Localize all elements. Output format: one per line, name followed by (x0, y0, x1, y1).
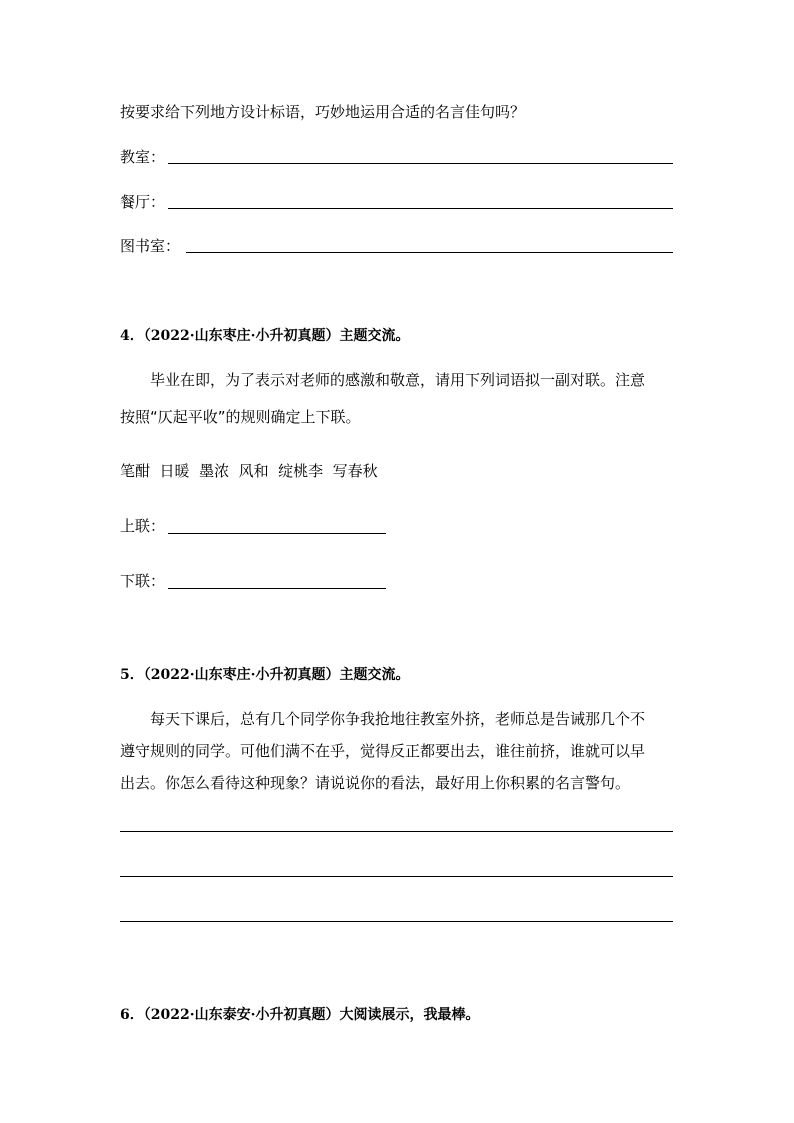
lower-couplet-label: 下联： (120, 572, 166, 590)
q4-paragraph-line2: 按照“仄起平收”的规则确定上下联。 (120, 408, 361, 426)
classroom-answer-line[interactable] (168, 163, 673, 164)
canteen-answer-line[interactable] (168, 208, 673, 209)
q5-paragraph-line1: 每天下课后，总有几个同学你争我抢地往教室外挤，老师总是告诫那几个不 (150, 710, 646, 728)
library-label: 图书室： (120, 237, 181, 255)
q4-paragraph-line1: 毕业在即，为了表示对老师的感激和敬意，请用下列词语拟一副对联。注意 (150, 371, 646, 389)
intro-prompt: 按要求给下列地方设计标语，巧妙地运用合适的名言佳句吗？ (120, 103, 526, 121)
canteen-label: 餐厅： (120, 193, 166, 211)
q5-answer-line-1[interactable] (120, 831, 673, 832)
q5-paragraph-line3: 出去。你怎么看待这种现象？请说说你的看法，最好用上你积累的名言警句。 (120, 774, 631, 792)
classroom-label: 教室： (120, 148, 166, 166)
q5-paragraph-line2: 遵守规则的同学。可他们满不在乎，觉得反正都要出去，谁往前挤，谁就可以早 (120, 742, 646, 760)
upper-couplet-label: 上联： (120, 517, 166, 535)
q4-heading: 4．（2022·山东枣庄·小升初真题）主题交流。 (120, 328, 410, 344)
q5-heading: 5．（2022·山东枣庄·小升初真题）主题交流。 (120, 667, 410, 683)
q5-answer-line-3[interactable] (120, 921, 673, 922)
q6-heading: 6．（2022·山东泰安·小升初真题）大阅读展示，我最棒。 (120, 1007, 480, 1023)
q5-answer-line-2[interactable] (120, 876, 673, 877)
library-answer-line[interactable] (186, 252, 673, 253)
upper-couplet-answer-line[interactable] (168, 533, 386, 534)
q4-word-list: 笔酣 日暖 墨浓 风和 绽桃李 写春秋 (120, 462, 378, 480)
lower-couplet-answer-line[interactable] (168, 588, 386, 589)
